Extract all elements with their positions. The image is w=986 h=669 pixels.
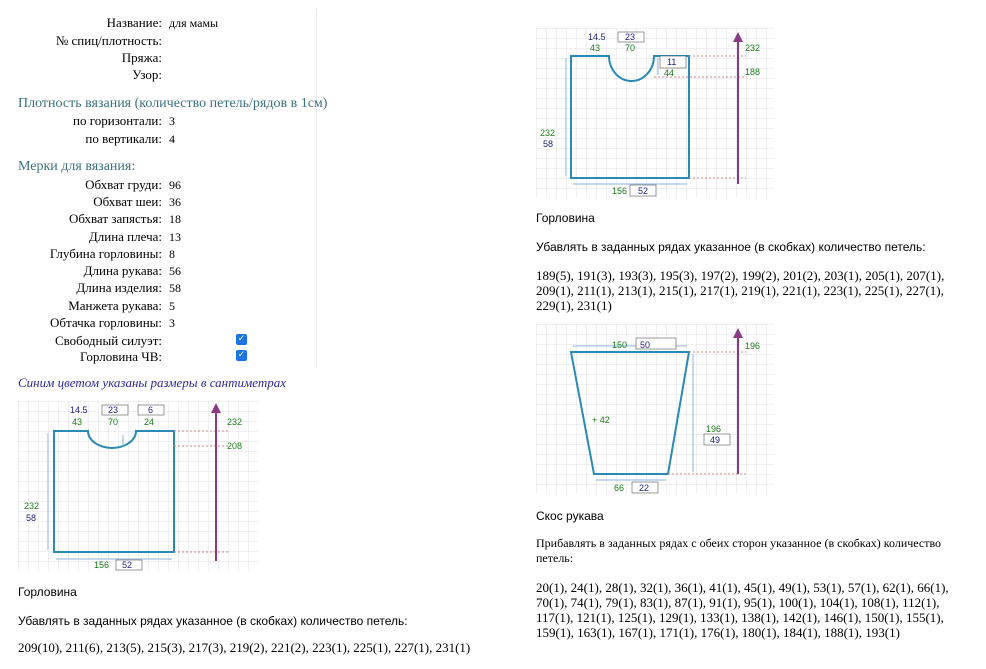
vertical-label: по вертикали: [85,131,162,146]
density-heading: Плотность вязания (количество петель/рядов в 1см) [18,96,328,111]
needles-label: № спиц/плотность: [55,33,162,48]
measure-label: Обхват шеи: [93,194,162,209]
neck-st: 70 [625,43,636,53]
measure-label: Длина рукава: [83,263,162,278]
neck-cm: 23 [108,405,119,415]
neck-right-instruction: Убавлять в заданных рядах указанное (в скобках) количество петель: [536,240,926,254]
bottom-st: 66 [614,483,625,493]
measure-value[interactable]: 58 [169,281,181,295]
top-cm: 50 [640,340,651,350]
loose-silhouette-label: Свободный силуэт: [54,333,162,348]
neck-left-rows: 209(10), 211(6), 213(5), 215(3), 217(3), 219(2), 221(2), 223(1), 225(1), 227(1), 231(1) [18,640,471,655]
measure-label: Длина плеча: [88,229,162,244]
sleeve-rows: 20(1), 24(1), 28(1), 32(1), 36(1), 41(1), 45(1), 49(1), 53(1), 57(1), 62(1), 66(1), 70(1), 74(1), 79(1), 83(1), 87(1), 91(1), 95(1), 100(1), 104(1), 108(1), 112(1), 117(1), 121(1), 125(1), 129(1), 133(1), 138(1), 142(1), 146(1), 150(1), 155(1), 159(1), 163(1), 167(1), 171(1), 176(1), 180(1), 184(1), 188(1), 193(1) [536,580,949,640]
horizontal-label: по горизонтали: [73,113,162,128]
loose-silhouette-checkbox[interactable]: ✓ [237,334,246,344]
neck-left-instruction: Убавлять в заданных рядах указанное (в скобках) количество петель: [18,614,408,628]
sleeve-diagram [536,324,774,494]
rows-neck: 188 [745,67,761,77]
sleeve-title: Скос рукава [536,509,604,523]
w-half-cm: 14.5 [588,32,606,42]
rows-total: 196 [745,341,761,351]
bottom-cm: 22 [639,483,650,493]
measure-value[interactable]: 3 [169,316,175,330]
name-value[interactable]: для мамы [169,16,219,30]
bottom-cm: 52 [122,560,133,570]
neck-st: 70 [108,417,119,427]
measures-heading: Мерки для вязания: [18,159,136,174]
w-half-st: 43 [72,417,83,427]
shoulder-st: 24 [144,417,155,427]
increase-label: + 42 [592,415,610,425]
front-diagram-left [18,401,258,571]
measure-value[interactable]: 8 [169,247,175,261]
neck-v-checkbox[interactable]: ✓ [237,350,246,360]
yarn-label: Пряжа: [121,50,162,65]
measure-value[interactable]: 13 [169,230,181,244]
w-half-st: 43 [590,43,601,53]
height-rows: 232 [540,128,556,138]
rows-neck: 208 [227,441,243,451]
height-cm: 58 [543,139,554,149]
height-cm: 58 [26,513,37,523]
bottom-st: 156 [94,560,110,570]
measure-value[interactable]: 5 [169,299,175,313]
measure-label: Обхват запястья: [69,211,162,226]
height-rows: 196 [706,424,722,434]
measure-label: Обхват груди: [85,177,162,192]
units-note: Синим цветом указаны размеры в сантиметрах [18,375,287,390]
top-st: 150 [612,340,628,350]
height-rows: 232 [24,501,40,511]
measure-label: Длина изделия: [76,280,162,295]
measure-value[interactable]: 56 [169,264,181,278]
neck-right-rows: 189(5), 191(3), 193(3), 195(3), 197(2), 199(2), 201(2), 203(1), 205(1), 207(1), 209(1), 211(1), 213(1), 215(1), 217(1), 219(1), 221(1), 223(1), 225(1), 227(1), 229(1), 231(1) [536,268,945,313]
pattern-label: Узор: [132,67,162,82]
bottom-cm: 52 [638,186,649,196]
rows-total: 232 [745,43,761,53]
neck-right-title: Горловина [536,211,595,225]
shoulder-cm: 6 [148,405,154,415]
measure-value[interactable]: 36 [169,195,181,209]
rows-total: 232 [227,417,243,427]
w-half-cm: 14.5 [70,405,88,415]
name-label: Название: [106,15,162,30]
horizontal-value[interactable]: 3 [169,114,175,128]
form-divider [316,8,317,368]
sleeve-instruction: Прибавлять в заданных рядах с обеих сторон указанное (в скобках) количество петель: [536,536,942,565]
height-cm: 49 [710,435,721,445]
neck-cm: 23 [625,32,636,42]
vertical-value[interactable]: 4 [169,132,175,146]
measure-label: Манжета рукава: [68,298,162,313]
neck-depth-cm: 11 [667,57,677,67]
measure-value[interactable]: 18 [169,212,181,226]
neck-left-title: Горловина [18,585,77,599]
measure-label: Глубина горловины: [49,246,162,261]
neck-v-label: Горловина ЧВ: [80,349,162,364]
measure-value[interactable]: 96 [169,178,181,192]
neck-depth-rows: 44 [664,68,675,78]
front-diagram-right [536,28,774,198]
bottom-st: 156 [612,186,628,196]
measure-label: Обтачка горловины: [50,315,162,330]
